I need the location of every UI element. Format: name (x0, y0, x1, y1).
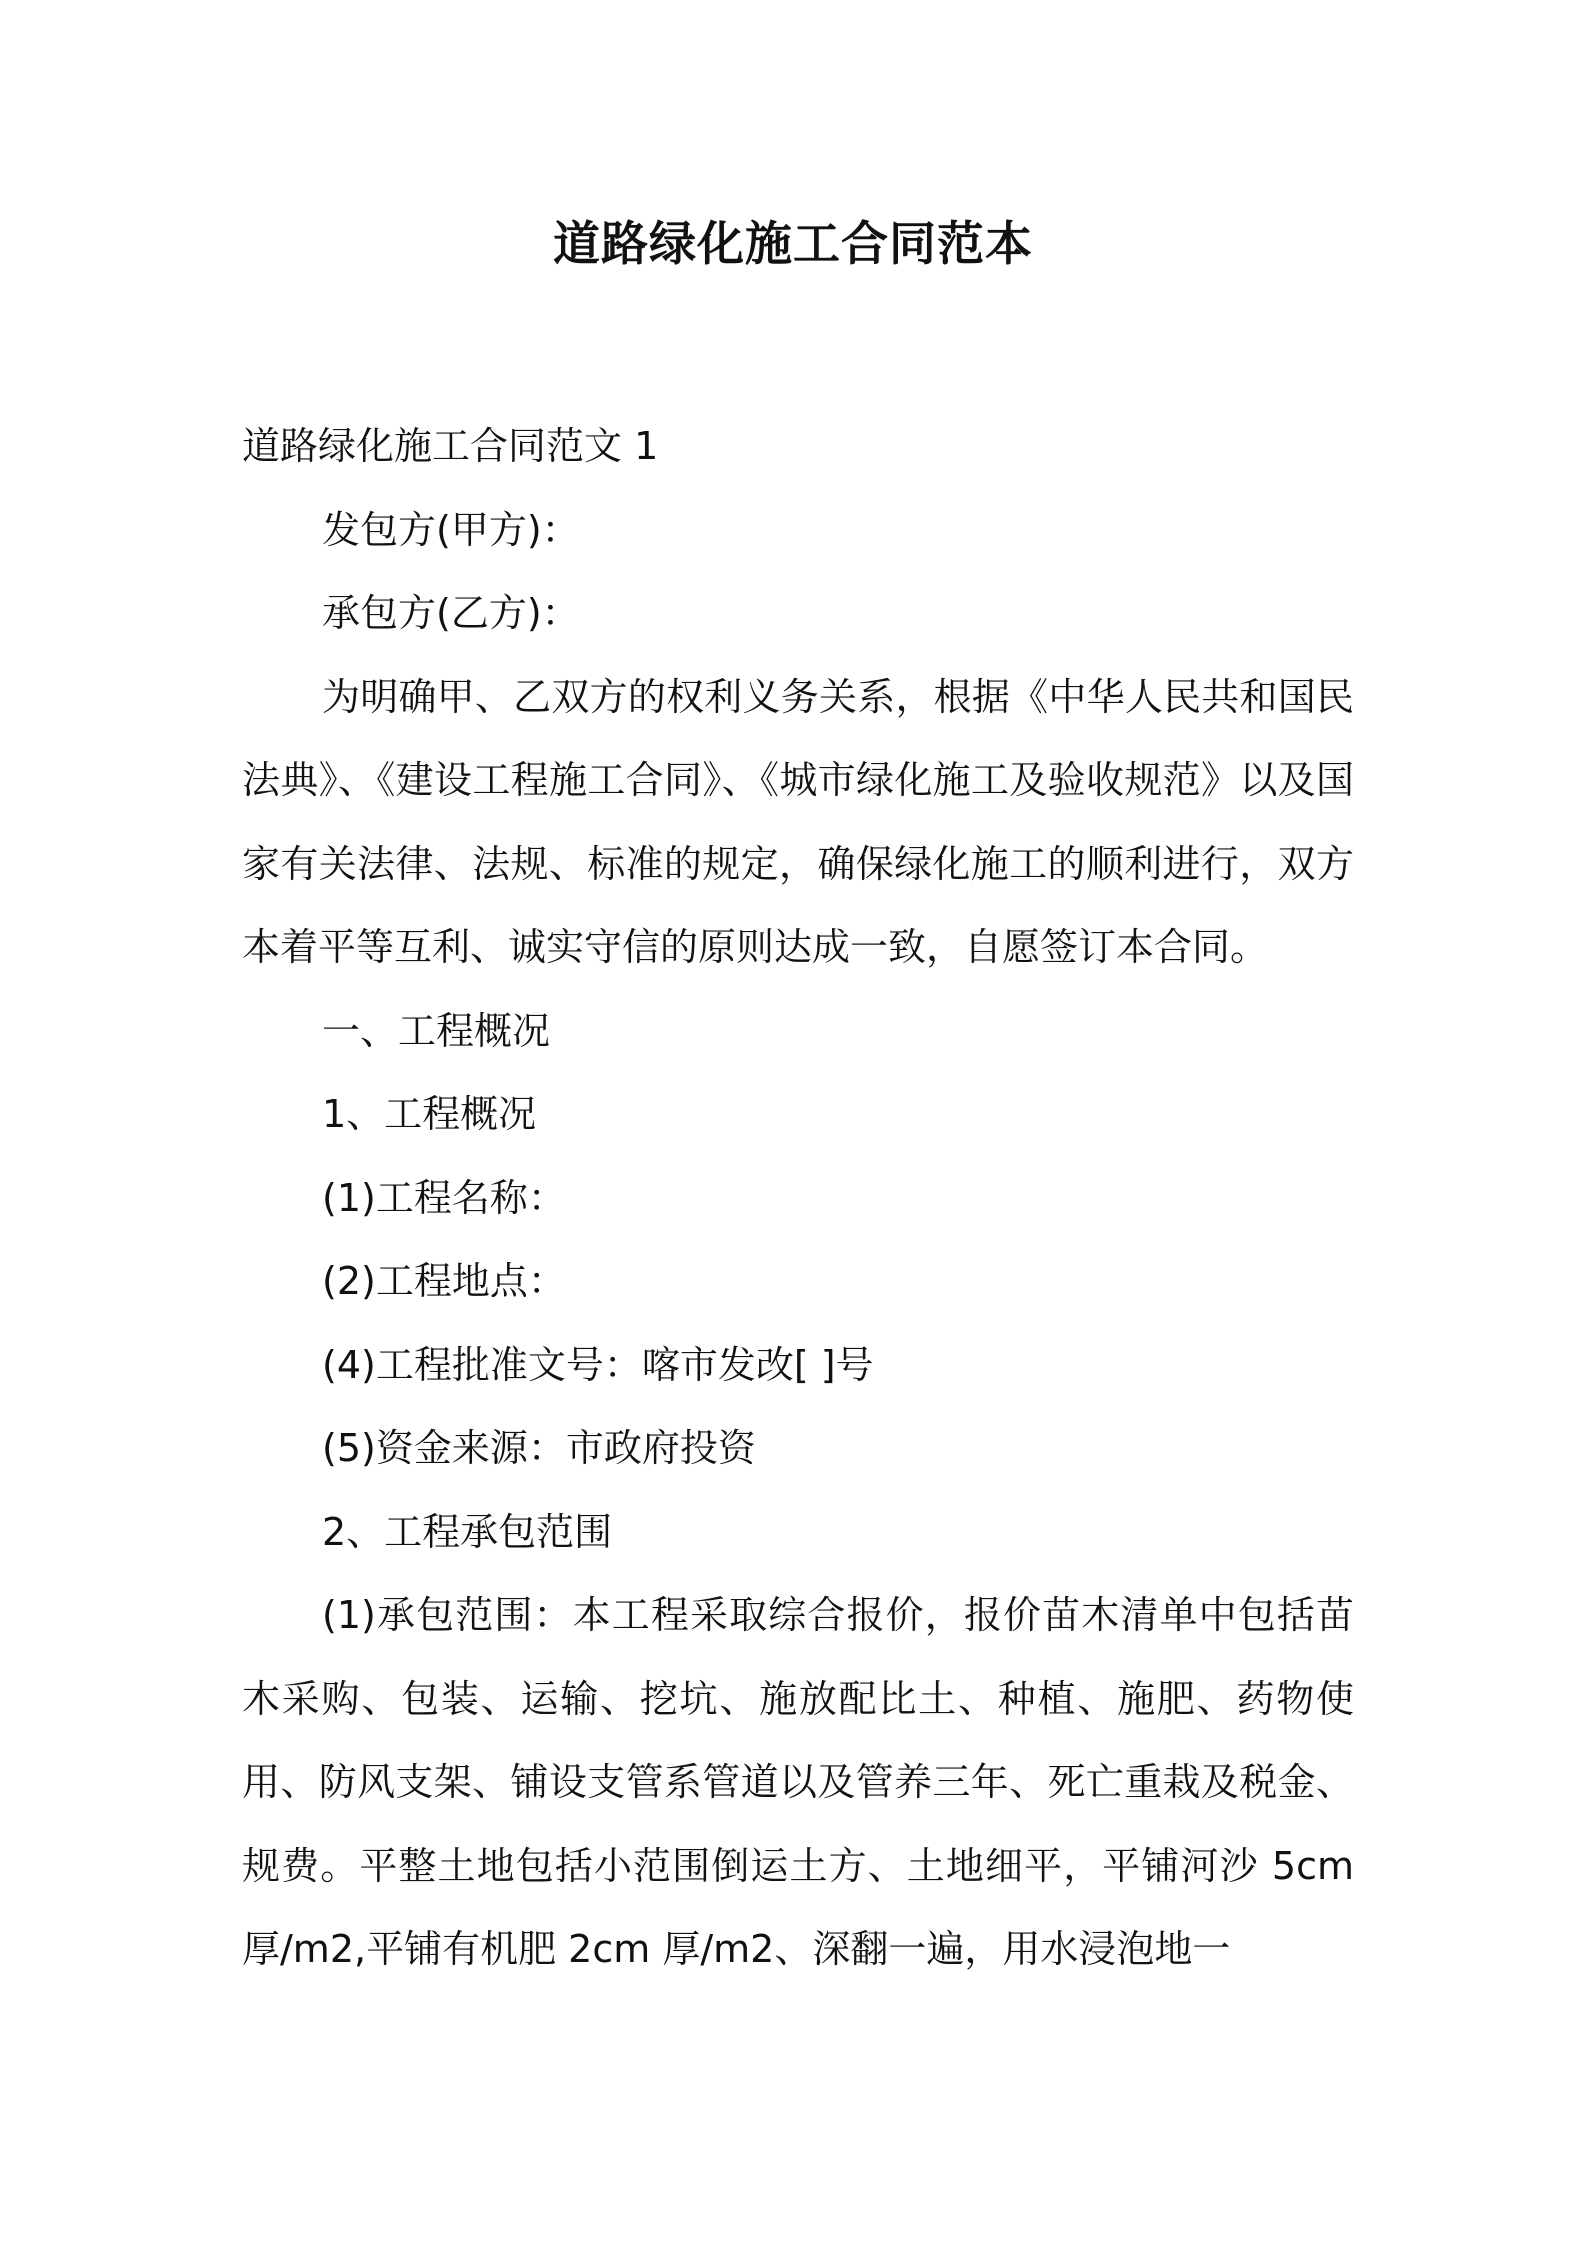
party-a-line: 发包方(甲方)： (322, 507, 580, 552)
scope-paragraph: (1)承包范围：本工程采取综合报价，报价苗木清单中包括苗木采购、包装、运输、挖坑、施放配比土、种植、施肥、药物使用、防风支架、铺设支管系管道以及管养三年、死亡重栽及税金、规费。平整土地包括小范围倒运土方、土地细平，平铺河沙 5cm 厚/m2,平铺有机肥 2cm 厚/m2、深翻一遍，用水浸泡地一 (242, 1593, 1354, 1971)
project-location-item: (2)工程地点： (322, 1259, 566, 1303)
document-subtitle: 道路绿化施工合同范文 1 (242, 424, 659, 468)
preamble-paragraph: 为明确甲、乙双方的权利义务关系，根据《中华人民共和国民法典》、《建设工程施工合同》、《城市绿化施工及验收规范》以及国家有关法律、法规、标准的规定，确保绿化施工的顺利进行，双方本着平等互利、诚实守信的原则达成一致，自愿签订本合同。 (242, 674, 1354, 969)
section-heading: 一、工程概况 (322, 1008, 551, 1053)
funding-source-item: (5)资金来源：市政府投资 (322, 1426, 756, 1470)
document-body (242, 405, 1354, 1992)
project-name-item: (1)工程名称： (322, 1175, 566, 1220)
document-title: 道路绿化施工合同范本 (553, 217, 1033, 272)
approval-number-item: (4)工程批准文号：喀市发改[ ]号 (322, 1342, 874, 1387)
party-b-line: 承包方(乙方)： (322, 591, 580, 635)
subsection-heading: 1、工程概况 (322, 1092, 537, 1136)
subsection-heading-scope: 2、工程承包范围 (322, 1509, 613, 1554)
